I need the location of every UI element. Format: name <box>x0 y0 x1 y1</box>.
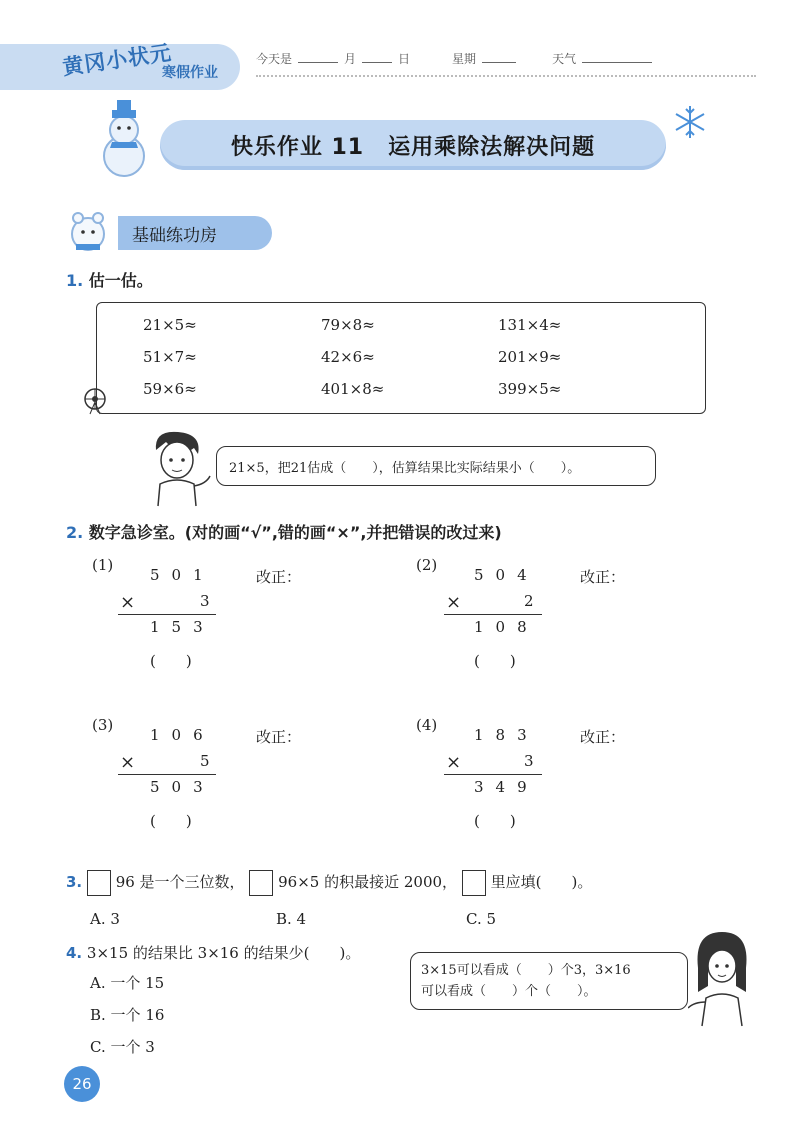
problem-top: 183 <box>474 726 539 744</box>
brand-logo: 黄冈小状元 <box>61 40 174 80</box>
estimate-item: 131×4≈ <box>498 316 562 334</box>
date-label: 今天是 <box>256 52 293 66</box>
q3-line <box>66 870 592 896</box>
title-part2: 运用乘除法解决问题 <box>388 134 596 160</box>
section-tab: 基础练功房 <box>118 216 272 250</box>
estimate-item: 42×6≈ <box>321 348 375 366</box>
day-blank <box>362 50 392 63</box>
estimate-item: 59×6≈ <box>143 380 197 398</box>
multiply-sign: × <box>120 752 136 773</box>
option-b[interactable]: B. 4 <box>276 910 307 928</box>
q3-number: 3. <box>66 873 83 891</box>
problem-top: 504 <box>474 566 539 584</box>
header-divider <box>256 75 756 77</box>
problem-top: 501 <box>150 566 215 584</box>
title-part1: 快乐作业 11 <box>230 134 365 160</box>
weather-blank <box>582 50 652 63</box>
month-blank <box>298 50 338 63</box>
calc-rule <box>118 614 216 615</box>
multiply-sign: × <box>446 752 462 773</box>
hint-bubble-girl <box>410 952 688 1010</box>
q3-text-1: 96 是一个三位数， <box>115 873 245 891</box>
estimate-item: 401×8≈ <box>321 380 385 398</box>
problem-label: (1) <box>92 556 114 574</box>
digit-box[interactable] <box>87 870 111 896</box>
fix-label: 改正： <box>580 728 626 746</box>
q1-number: 1. <box>66 271 84 290</box>
calc-rule <box>118 774 216 775</box>
snowman-icon <box>92 100 162 180</box>
option-a[interactable]: A. 一个 15 <box>90 974 165 992</box>
answer-paren[interactable]: ( ) <box>474 652 516 670</box>
option-c[interactable]: C. 5 <box>466 910 497 928</box>
estimate-item: 399×5≈ <box>498 380 562 398</box>
fix-label: 改正： <box>256 728 302 746</box>
answer-paren[interactable]: ( ) <box>150 812 192 830</box>
polar-bear-icon <box>62 206 116 254</box>
estimate-item: 51×7≈ <box>143 348 197 366</box>
hint-bubble-boy <box>216 446 656 486</box>
problem-multiplier: 2 <box>524 592 546 610</box>
q4-hint-line1: 3×15可以看成（ ）个3，3×16 <box>421 963 631 978</box>
multiply-sign: × <box>120 592 136 613</box>
problem-label: (3) <box>92 716 114 734</box>
problem-label: (2) <box>416 556 438 574</box>
digit-box[interactable] <box>462 870 486 896</box>
q2-text: 数字急诊室。(对的画“√”,错的画“×”,并把错误的改过来) <box>88 523 502 542</box>
q4-text: 3×15 的结果比 3×16 的结果少( )。 <box>86 944 361 962</box>
q2-number: 2. <box>66 523 84 542</box>
title-banner <box>160 120 666 170</box>
header-subtitle: 寒假作业 <box>162 65 218 81</box>
estimate-item: 21×5≈ <box>143 316 197 334</box>
problem-multiplier: 3 <box>200 592 222 610</box>
weekday-label: 星期 <box>452 52 477 66</box>
q3-text-3: 里应填( )。 <box>490 873 593 891</box>
q4-number: 4. <box>66 944 83 962</box>
problem-label: (4) <box>416 716 438 734</box>
problem-multiplier: 3 <box>524 752 546 770</box>
estimate-item: 79×8≈ <box>321 316 375 334</box>
answer-paren[interactable]: ( ) <box>474 812 516 830</box>
q4-hint-line2: 可以看成（ ）个（ ）。 <box>421 984 597 999</box>
option-a[interactable]: A. 3 <box>90 910 120 928</box>
snowflake-icon <box>672 104 708 140</box>
calc-rule <box>444 614 542 615</box>
q4-line <box>66 942 360 963</box>
page-number-badge: 26 <box>64 1066 100 1102</box>
problem-result: 108 <box>474 618 539 636</box>
fix-label: 改正： <box>256 568 302 586</box>
estimate-item: 201×9≈ <box>498 348 562 366</box>
girl-illustration <box>688 928 758 1028</box>
multiply-sign: × <box>446 592 462 613</box>
option-b[interactable]: B. 一个 16 <box>90 1006 165 1024</box>
weekday-blank <box>482 50 516 63</box>
digit-box[interactable] <box>249 870 273 896</box>
problem-top: 106 <box>150 726 215 744</box>
ferris-wheel-icon <box>80 386 110 416</box>
q1-hint: 21×5，把21估成（ ），估算结果比实际结果小（ ）。 <box>229 461 581 476</box>
q1-heading <box>66 268 153 291</box>
option-c[interactable]: C. 一个 3 <box>90 1038 155 1056</box>
month-label: 月 <box>344 52 357 66</box>
boy-illustration <box>144 428 214 508</box>
weather-label: 天气 <box>552 52 577 66</box>
problem-result: 503 <box>150 778 215 796</box>
q3-text-2: 96×5 的积最接近 2000， <box>278 873 458 891</box>
q1-text: 估一估。 <box>88 271 153 290</box>
date-weather-line <box>256 50 756 67</box>
q2-heading <box>66 520 502 543</box>
problem-result: 349 <box>474 778 539 796</box>
calc-rule <box>444 774 542 775</box>
day-label: 日 <box>398 52 411 66</box>
answer-paren[interactable]: ( ) <box>150 652 192 670</box>
fix-label: 改正： <box>580 568 626 586</box>
problem-multiplier: 5 <box>200 752 222 770</box>
problem-result: 153 <box>150 618 215 636</box>
